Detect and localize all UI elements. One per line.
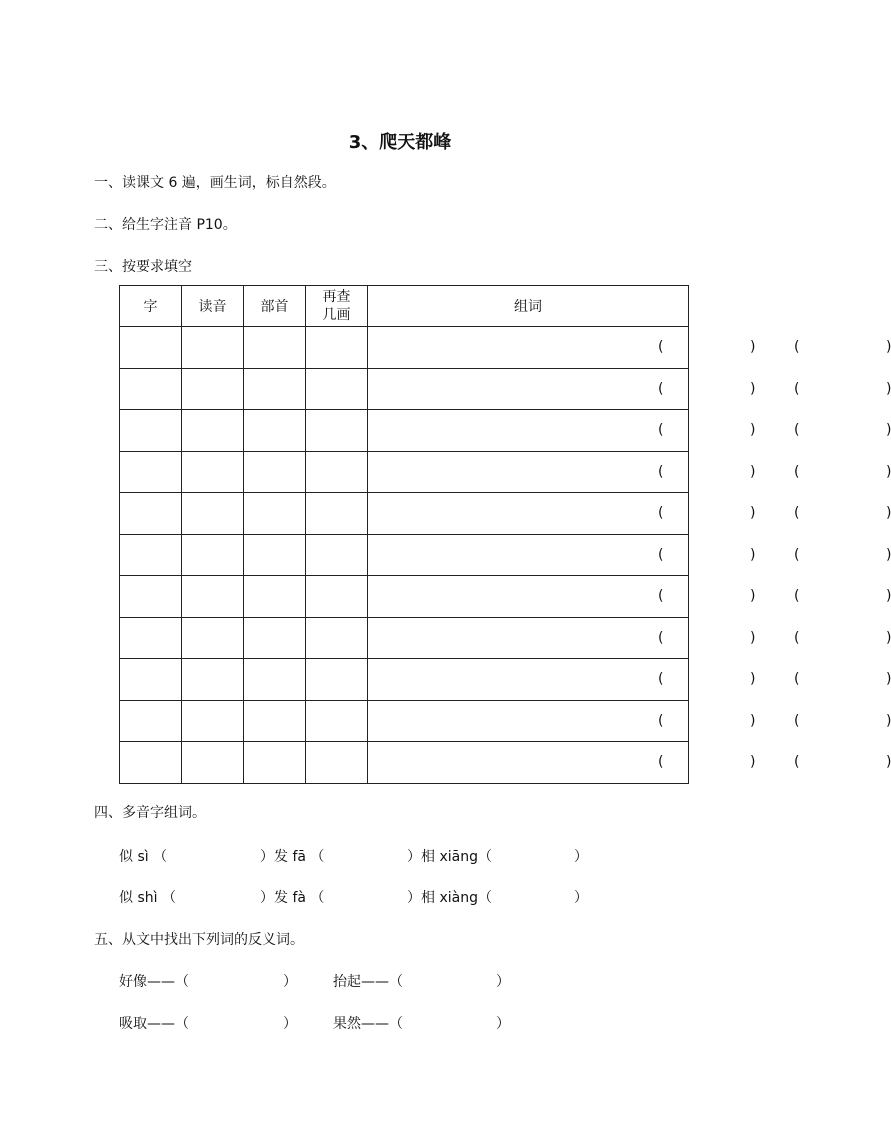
radical-cell[interactable] bbox=[244, 451, 306, 493]
close-paren: ) bbox=[886, 380, 891, 397]
antonym-guoran-close: ） bbox=[496, 1016, 510, 1032]
pinyin-cell[interactable] bbox=[182, 742, 244, 784]
char-cell[interactable] bbox=[120, 534, 182, 576]
char-cell[interactable] bbox=[120, 410, 182, 452]
word-cell[interactable] bbox=[368, 451, 891, 493]
table-header-row bbox=[120, 286, 689, 327]
open-paren: ( bbox=[794, 339, 800, 356]
open-paren: ( bbox=[794, 712, 800, 729]
pinyin-cell[interactable] bbox=[182, 659, 244, 701]
word-cell[interactable] bbox=[368, 617, 891, 659]
antonym-guoran: 果然——（ bbox=[333, 1016, 403, 1032]
polyphone-fa4: ）发 fà （ bbox=[260, 890, 325, 906]
radical-cell[interactable] bbox=[244, 410, 306, 452]
stroke-cell[interactable] bbox=[306, 368, 368, 410]
open-paren: ( bbox=[794, 629, 800, 646]
stroke-cell[interactable] bbox=[306, 700, 368, 742]
char-cell[interactable] bbox=[120, 451, 182, 493]
section-2-instruction: 二、给生字注音 P10。 bbox=[94, 217, 237, 233]
open-paren: ( bbox=[794, 505, 800, 522]
stroke-cell[interactable] bbox=[306, 742, 368, 784]
close-paren: ) bbox=[886, 588, 891, 605]
section-4-instruction: 四、多音字组词。 bbox=[94, 805, 206, 821]
char-cell[interactable] bbox=[120, 659, 182, 701]
radical-cell[interactable] bbox=[244, 534, 306, 576]
char-cell[interactable] bbox=[120, 493, 182, 535]
polyphone-xiang1: ）相 xiāng（ bbox=[407, 849, 492, 865]
table-row bbox=[120, 617, 689, 659]
open-paren: ( bbox=[794, 588, 800, 605]
polyphone-xiang4: ）相 xiàng（ bbox=[407, 890, 492, 906]
word-cell[interactable] bbox=[368, 742, 891, 784]
close-paren: ) bbox=[750, 339, 756, 356]
polyphone-row2-close: ） bbox=[574, 890, 588, 906]
stroke-cell[interactable] bbox=[306, 493, 368, 535]
radical-cell[interactable] bbox=[244, 617, 306, 659]
word-cell[interactable] bbox=[368, 410, 891, 452]
open-paren: ( bbox=[658, 380, 664, 397]
table-row bbox=[120, 742, 689, 784]
radical-cell[interactable] bbox=[244, 659, 306, 701]
polyphone-shi4: 似 shì （ bbox=[119, 890, 176, 906]
header-duyin: 读音 bbox=[182, 286, 244, 327]
stroke-cell[interactable] bbox=[306, 659, 368, 701]
stroke-cell[interactable] bbox=[306, 576, 368, 618]
close-paren: ) bbox=[750, 505, 756, 522]
pinyin-cell[interactable] bbox=[182, 493, 244, 535]
polyphone-row1-close: ） bbox=[574, 849, 588, 865]
word-cell[interactable] bbox=[368, 700, 891, 742]
close-paren: ) bbox=[886, 339, 891, 356]
antonym-xiqu: 吸取——（ bbox=[119, 1016, 189, 1032]
close-paren: ) bbox=[750, 671, 756, 688]
word-cell[interactable] bbox=[368, 368, 891, 410]
header-stroke-count bbox=[306, 286, 368, 327]
radical-cell[interactable] bbox=[244, 576, 306, 618]
pinyin-cell[interactable] bbox=[182, 327, 244, 369]
open-paren: ( bbox=[794, 546, 800, 563]
word-cell[interactable] bbox=[368, 534, 891, 576]
pinyin-cell[interactable] bbox=[182, 617, 244, 659]
polyphone-si4: 似 sì （ bbox=[119, 849, 168, 865]
close-paren: ) bbox=[750, 463, 756, 480]
open-paren: ( bbox=[658, 422, 664, 439]
pinyin-cell[interactable] bbox=[182, 410, 244, 452]
stroke-cell[interactable] bbox=[306, 617, 368, 659]
open-paren: ( bbox=[794, 380, 800, 397]
open-paren: ( bbox=[658, 463, 664, 480]
open-paren: ( bbox=[658, 505, 664, 522]
close-paren: ) bbox=[750, 754, 756, 771]
close-paren: ) bbox=[886, 671, 891, 688]
stroke-cell[interactable] bbox=[306, 327, 368, 369]
polyphone-fa1: ）发 fā （ bbox=[260, 849, 325, 865]
section-1-instruction: 一、读课文 6 遍，画生词，标自然段。 bbox=[94, 175, 336, 191]
word-cell[interactable] bbox=[368, 493, 891, 535]
header-stroke-line1: 再查 bbox=[322, 289, 351, 305]
table-row bbox=[120, 700, 689, 742]
char-cell[interactable] bbox=[120, 576, 182, 618]
close-paren: ) bbox=[886, 629, 891, 646]
open-paren: ( bbox=[658, 754, 664, 771]
pinyin-cell[interactable] bbox=[182, 368, 244, 410]
table-row bbox=[120, 410, 689, 452]
close-paren: ) bbox=[886, 712, 891, 729]
open-paren: ( bbox=[794, 463, 800, 480]
close-paren: ) bbox=[886, 505, 891, 522]
open-paren: ( bbox=[658, 588, 664, 605]
header-zi: 字 bbox=[120, 286, 182, 327]
radical-cell[interactable] bbox=[244, 742, 306, 784]
radical-cell[interactable] bbox=[244, 700, 306, 742]
header-zuci: 组词 bbox=[368, 286, 689, 327]
word-cell[interactable] bbox=[368, 659, 891, 701]
char-cell[interactable] bbox=[120, 327, 182, 369]
pinyin-cell[interactable] bbox=[182, 700, 244, 742]
open-paren: ( bbox=[794, 754, 800, 771]
char-cell[interactable] bbox=[120, 368, 182, 410]
open-paren: ( bbox=[658, 712, 664, 729]
stroke-cell[interactable] bbox=[306, 534, 368, 576]
page-title: 3、爬天都峰 bbox=[348, 132, 452, 153]
word-cell[interactable] bbox=[368, 327, 891, 369]
close-paren: ) bbox=[750, 422, 756, 439]
table-row bbox=[120, 368, 689, 410]
stroke-cell[interactable] bbox=[306, 410, 368, 452]
close-paren: ) bbox=[750, 629, 756, 646]
open-paren: ( bbox=[658, 546, 664, 563]
close-paren: ) bbox=[886, 754, 891, 771]
word-cell[interactable] bbox=[368, 576, 891, 618]
open-paren: ( bbox=[658, 339, 664, 356]
table-row bbox=[120, 659, 689, 701]
close-paren: ) bbox=[886, 546, 891, 563]
pinyin-cell[interactable] bbox=[182, 576, 244, 618]
section-3-instruction: 三、按要求填空 bbox=[94, 259, 192, 275]
close-paren: ) bbox=[750, 380, 756, 397]
open-paren: ( bbox=[658, 629, 664, 646]
close-paren: ) bbox=[886, 463, 891, 480]
open-paren: ( bbox=[794, 422, 800, 439]
open-paren: ( bbox=[794, 671, 800, 688]
stroke-cell[interactable] bbox=[306, 451, 368, 493]
section-5-instruction: 五、从文中找出下列词的反义词。 bbox=[94, 932, 304, 948]
header-bushou: 部首 bbox=[244, 286, 306, 327]
table-row bbox=[120, 451, 689, 493]
close-paren: ) bbox=[750, 588, 756, 605]
pinyin-cell[interactable] bbox=[182, 451, 244, 493]
close-paren: ) bbox=[886, 422, 891, 439]
close-paren: ) bbox=[750, 546, 756, 563]
antonym-haoxiang-close: ） bbox=[283, 974, 297, 990]
table-row bbox=[120, 534, 689, 576]
radical-cell[interactable] bbox=[244, 493, 306, 535]
header-stroke-line2: 几画 bbox=[322, 307, 351, 323]
open-paren: ( bbox=[658, 671, 664, 688]
antonym-taiqi: 抬起——（ bbox=[333, 974, 403, 990]
close-paren: ) bbox=[750, 712, 756, 729]
char-cell[interactable] bbox=[120, 617, 182, 659]
table-row bbox=[120, 576, 689, 618]
char-cell[interactable] bbox=[120, 700, 182, 742]
antonym-xiqu-close: ） bbox=[283, 1016, 297, 1032]
table-row bbox=[120, 327, 689, 369]
table-row bbox=[120, 493, 689, 535]
radical-cell[interactable] bbox=[244, 327, 306, 369]
antonym-taiqi-close: ） bbox=[496, 974, 510, 990]
char-cell[interactable] bbox=[120, 742, 182, 784]
antonym-haoxiang: 好像——（ bbox=[119, 974, 189, 990]
radical-cell[interactable] bbox=[244, 368, 306, 410]
vocabulary-table bbox=[119, 285, 891, 784]
pinyin-cell[interactable] bbox=[182, 534, 244, 576]
